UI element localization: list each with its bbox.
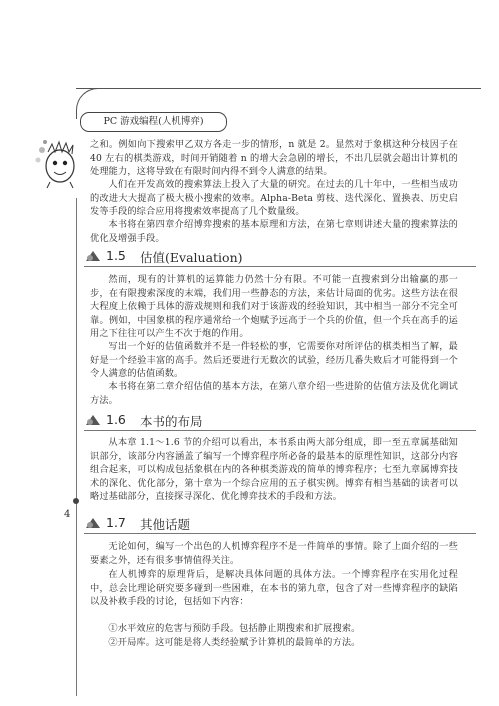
- mascot-illustration-icon: [28, 130, 84, 190]
- list-item-opening-book: ②开局库。这可能是将人类经验赋予计算机的最简单的方法。: [108, 637, 361, 648]
- section-bullet-icon: [84, 249, 102, 263]
- section-heading-1-6: [84, 410, 476, 431]
- paragraph-static-evaluation: 然而，现有的计算机的运算能力仍然十分有限。不可能一直搜索到分出输赢的那一步，在有限搜索深度的末端，我们用一些静态的方法，来估计局面的优劣。这些方法在很大程度上依赖于具体的游戏规则和我们对于该游戏的经验知识，其中相当一部分不完全可靠。例如，中国象棋的程序通常给一个炮赋予远高于一个兵的价值，但一个兵在高手的运用之下往往可以产生不次于炮的作用。: [90, 274, 458, 340]
- margin-dot: [73, 498, 79, 504]
- section-title: 估值(Evaluation): [140, 250, 243, 265]
- section-heading-1-5: [84, 246, 476, 267]
- section-title: 本书的布局: [140, 414, 203, 429]
- paragraph-chapter-four-seven: 本书将在第四章介绍博弈搜索的基本原理和方法，在第七章则讲述大量的搜索算法的优化及增强手段。: [90, 219, 458, 244]
- paragraph-search-improvements: 人们在开发高效的搜索算法上投入了大量的研究。在过去的几十年中，一些相当成功的改进大大提高了极大极小搜索的效率。Alpha-Beta 剪枝、迭代深化、置换表、历史启发等手段的综合应用将搜索效率提高了几个数量级。: [90, 179, 458, 218]
- list-item-horizon-effect: ①水平效应的危害与预防手段。包括静止期搜索和扩展搜索。: [108, 623, 361, 634]
- page-number: 4: [64, 509, 71, 520]
- paragraph-chapter-two-eight: 本书将在第二章介绍估值的基本方法，在第八章介绍一些进阶的估值方法及优化调试方法。: [90, 381, 458, 406]
- paragraph-evaluation-function: 写出一个好的估值函数并不是一件轻松的事，它需要你对所评估的棋类相当了解，最好是一个经验丰富的高手。然后还要进行无数次的试验，经历几番失败后才可能得到一个令人满意的估值函数。: [90, 341, 458, 380]
- paragraph-other-topics: 无论如何，编写一个出色的人机博弈程序不是一件简单的事情。除了上面介绍的一些要素之外，还有很多事情值得关注。: [90, 541, 458, 566]
- paragraph-book-layout: 从本章 1.1～1.6 节的介绍可以看出，本书系由两大部分组成，即一至五章属基础知识部分，该部分内容涵盖了编写一个博弈程序所必备的最基本的原理性知识，这部分内容组合起来，可以构成包括象棋在内的各种棋类游戏的简单的博弈程序；七至九章属博弈技术的深化、优化部分，第十章为一个综合应用的五子棋实例。博弈有相当基础的读者可以略过基础部分，直接探寻深化、优化博弈技术的手段和方法。: [90, 437, 458, 503]
- margin-rule: [76, 198, 77, 696]
- paragraph-practical-issues: 在人机博弈的原理背后，是解决具体问题的具体方法。一个博弈程序在实用化过程中，总会比理论研究要多碰到一些困难，在本书的第九章，包含了对一些博弈程序的缺陷以及补救手段的讨论，包括如下内容：: [90, 569, 458, 608]
- paragraph-branching-factor: 之和。例如向下搜索甲乙双方各走一步的情形，n 就是 2。显然对于象棋这种分枝因子在 40 左右的棋类游戏，时间开销随着 n 的增大会急剧的增长，不出几层就会超出计算机的处理能力，这将导致在有限时间内得不到令人满意的结果。: [90, 139, 458, 178]
- running-header-book-title: PC 游戏编程(人机博弈): [80, 112, 227, 132]
- section-number: 1.7: [106, 515, 126, 530]
- section-bullet-icon: [84, 516, 102, 530]
- section-number: 1.6: [106, 412, 126, 427]
- section-number: 1.5: [106, 248, 126, 263]
- section-bullet-icon: [84, 413, 102, 427]
- section-heading-1-7: [84, 513, 476, 534]
- header-rule: [76, 88, 481, 89]
- section-title: 其他话题: [140, 517, 191, 532]
